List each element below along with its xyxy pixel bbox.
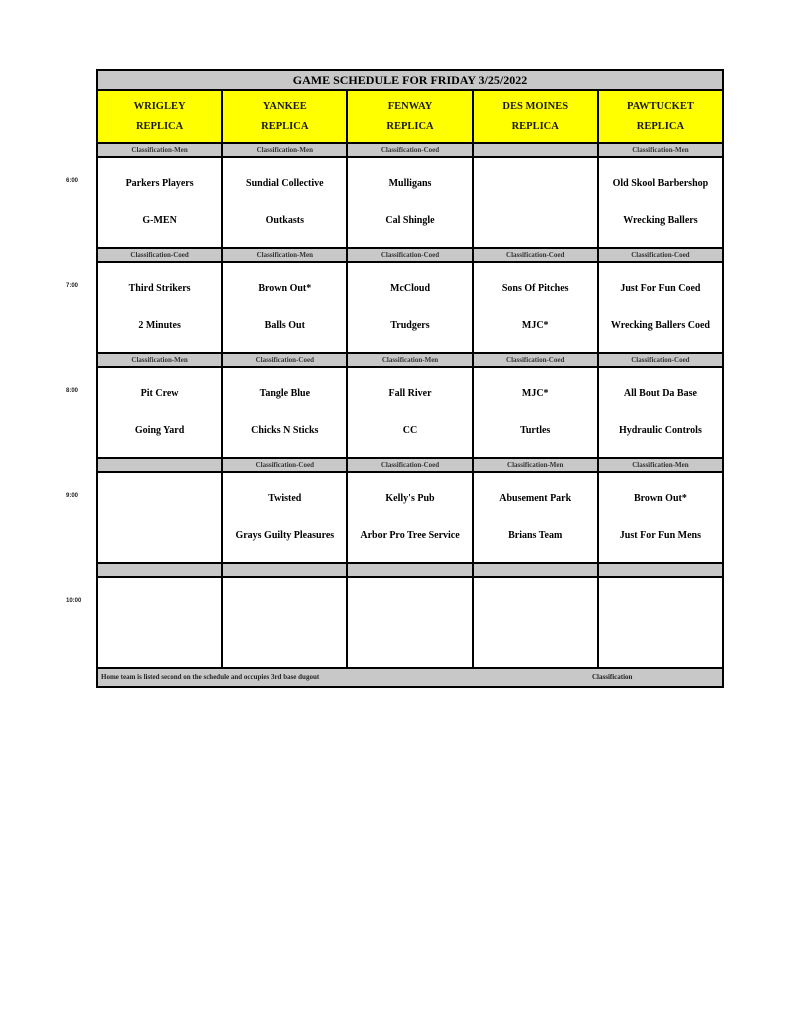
game-cell	[98, 263, 223, 352]
time-label: 9:00	[66, 493, 79, 499]
home-team: CC	[402, 424, 418, 436]
home-team: Outkasts	[265, 214, 304, 226]
home-team	[348, 634, 471, 648]
game-cell	[223, 578, 348, 667]
game-cell	[98, 368, 223, 457]
game-cell	[599, 368, 722, 457]
classification-cell	[98, 564, 223, 576]
footer-legend: Classification	[592, 673, 633, 681]
game-cell	[599, 263, 722, 352]
classification-cell: Classification-Men	[98, 354, 223, 366]
classification-cell: Classification-Men	[348, 354, 473, 366]
classification-cell: Classification-Coed	[223, 354, 348, 366]
away-team: Abusement Park	[499, 493, 572, 505]
schedule-title: GAME SCHEDULE FOR FRIDAY 3/25/2022	[98, 71, 722, 91]
schedule-slots	[98, 144, 722, 669]
game-slot-row	[98, 473, 722, 564]
home-team	[223, 634, 346, 648]
classification-cell: Classification-Men	[98, 144, 223, 156]
game-cell	[599, 473, 722, 562]
field-sub: REPLICA	[386, 121, 434, 133]
game-cell	[98, 473, 223, 562]
away-team	[223, 597, 346, 611]
away-team: Brown Out*	[258, 283, 312, 295]
field-name: WRIGLEY	[133, 100, 186, 112]
classification-cell: Classification-Coed	[98, 249, 223, 261]
game-cell	[223, 368, 348, 457]
game-cell	[474, 263, 599, 352]
field-sub: REPLICA	[261, 121, 309, 133]
game-slot-row	[98, 368, 722, 459]
game-cell	[599, 578, 722, 667]
home-team: Trudgers	[390, 319, 430, 331]
home-team	[98, 634, 221, 648]
away-team: Brown Out*	[633, 493, 687, 505]
away-team: Sundial Collective	[246, 178, 324, 190]
home-team	[599, 634, 722, 648]
time-label: 10:00	[66, 598, 82, 604]
home-team: Balls Out	[264, 319, 305, 331]
game-cell	[474, 368, 599, 457]
game-cell	[98, 158, 223, 247]
game-cell	[98, 578, 223, 667]
home-team: Hydraulic Controls	[618, 424, 702, 436]
field-sub: REPLICA	[135, 121, 184, 133]
away-team	[98, 597, 221, 611]
home-team: Turtles	[520, 424, 551, 436]
footer-note: Home team is listed second on the schedule and occupies 3rd base dugout	[101, 673, 320, 681]
classification-cell: Classification-Coed	[348, 144, 473, 156]
classification-row	[98, 249, 722, 263]
time-label: 8:00	[66, 388, 79, 394]
time-label: 7:00	[66, 283, 79, 289]
away-team: Pit Crew	[140, 388, 179, 400]
field-header-row	[98, 91, 722, 144]
away-team	[474, 597, 597, 611]
game-cell	[348, 368, 473, 457]
game-cell	[348, 578, 473, 667]
away-team: Sons Of Pitches	[501, 283, 569, 295]
classification-cell: Classification-Men	[223, 144, 348, 156]
classification-cell: Classification-Coed	[348, 249, 473, 261]
field-sub: REPLICA	[511, 121, 559, 133]
away-team	[599, 597, 722, 611]
away-team	[98, 492, 221, 506]
field-header-des-moines	[474, 91, 599, 142]
classification-cell: Classification-Coed	[348, 459, 473, 471]
classification-cell: Classification-Coed	[223, 459, 348, 471]
classification-cell: Classification-Coed	[631, 356, 690, 364]
home-team: Just For Fun Mens	[619, 529, 702, 541]
away-team: MJC*	[521, 388, 549, 400]
field-sub: REPLICA	[636, 121, 685, 133]
classification-cell: Classification-Men	[223, 249, 348, 261]
field-header-fenway	[348, 91, 473, 142]
classification-cell	[348, 564, 473, 576]
time-label: 6:00	[66, 178, 79, 184]
classification-cell	[98, 459, 223, 471]
away-team	[474, 177, 597, 191]
field-name: DES MOINES	[502, 100, 569, 112]
game-cell	[348, 158, 473, 247]
classification-row	[98, 144, 722, 158]
game-cell	[348, 263, 473, 352]
schedule-sheet	[96, 69, 724, 688]
classification-cell: Classification-Coed	[474, 249, 599, 261]
away-team: Fall River	[388, 388, 432, 400]
home-team	[474, 214, 597, 228]
classification-row	[98, 459, 722, 473]
field-header-wrigley	[98, 91, 223, 142]
away-team	[348, 597, 471, 611]
classification-cell: Classification-Men	[632, 146, 689, 154]
classification-cell	[474, 564, 599, 576]
field-header-yankee	[223, 91, 348, 142]
classification-row	[98, 564, 722, 578]
away-team: All Bout Da Base	[623, 388, 697, 400]
away-team: Tangle Blue	[259, 388, 311, 400]
home-team	[98, 529, 221, 543]
home-team: 2 Minutes	[138, 319, 181, 331]
classification-cell: Classification-Men	[474, 459, 599, 471]
home-team: Wrecking Ballers	[623, 214, 698, 226]
away-team: Mulligans	[388, 178, 432, 190]
schedule-footer	[98, 669, 722, 686]
away-team: Twisted	[268, 493, 302, 505]
home-team: Grays Guilty Pleasures	[235, 529, 335, 541]
game-cell	[599, 158, 722, 247]
field-header-pawtucket	[599, 91, 722, 142]
game-cell	[223, 473, 348, 562]
classification-cell	[223, 564, 348, 576]
home-team: MJC*	[521, 319, 549, 331]
game-slot-row	[98, 578, 722, 669]
game-cell	[223, 158, 348, 247]
home-team: Brians Team	[508, 529, 563, 541]
home-team: Wrecking Ballers Coed	[610, 319, 710, 331]
game-cell	[348, 473, 473, 562]
classification-cell: Classification-Coed	[474, 354, 599, 366]
game-cell	[474, 578, 599, 667]
classification-cell	[474, 144, 599, 156]
classification-cell: Classification-Coed	[631, 251, 690, 259]
away-team: Parkers Players	[125, 178, 194, 190]
away-team: Old Skool Barbershop	[612, 178, 709, 190]
field-name: PAWTUCKET	[626, 100, 694, 112]
home-team: G-MEN	[142, 214, 177, 226]
home-team: Arbor Pro Tree Service	[360, 529, 460, 541]
home-team: Chicks N Sticks	[251, 424, 319, 436]
field-name: YANKEE	[262, 100, 307, 112]
game-cell	[474, 158, 599, 247]
classification-cell	[599, 564, 722, 576]
classification-cell: Classification-Men	[632, 461, 689, 469]
home-team: Cal Shingle	[385, 214, 435, 226]
game-cell	[474, 473, 599, 562]
home-team: Going Yard	[134, 424, 185, 436]
away-team: Just For Fun Coed	[620, 283, 701, 295]
game-slot-row	[98, 158, 722, 249]
away-team: McCloud	[390, 283, 430, 295]
field-name: FENWAY	[387, 100, 433, 112]
game-slot-row	[98, 263, 722, 354]
away-team: Kelly's Pub	[385, 493, 435, 505]
home-team	[474, 634, 597, 648]
classification-row	[98, 354, 722, 368]
away-team: Third Strikers	[128, 283, 191, 295]
game-cell	[223, 263, 348, 352]
